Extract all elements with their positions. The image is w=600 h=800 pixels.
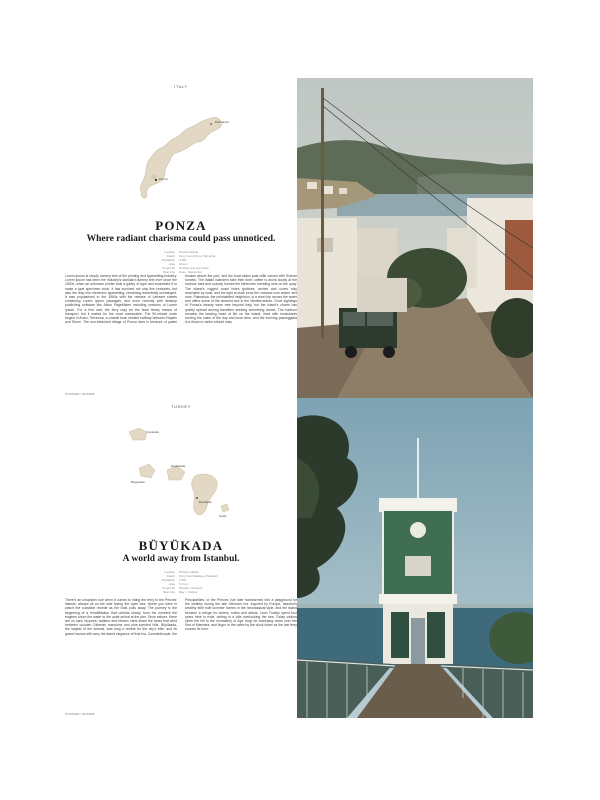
ponza-info-table <box>149 250 259 274</box>
country-label: TURKEY <box>171 404 191 409</box>
map-label-palmarola: Palmarola <box>215 120 229 124</box>
info-row: Reach Ferry from Anzio or Terracina <box>166 254 216 258</box>
ponza-island-shape <box>125 100 235 210</box>
info-row: Known for Grottoes and sea coves <box>162 266 209 270</box>
page-folio: 74 PONZA / ISLANDS <box>65 392 95 396</box>
ponza-subtitle: Where radiant charisma could pass unnoticed. <box>86 234 276 244</box>
map-label-burgazada: Burgazada <box>131 480 145 484</box>
spread-buyukada <box>65 398 533 718</box>
buyukada-title: BÜYÜKADA <box>138 538 224 553</box>
map-label-sedef: Sedef <box>219 514 227 518</box>
info-row: Location Princes' Islands <box>164 570 199 574</box>
buyukada-text-page <box>65 398 297 718</box>
info-row: Population 3,300 <box>161 258 186 262</box>
info-row: Location Pontine Islands <box>164 250 199 254</box>
buyukada-map <box>125 422 235 532</box>
ponza-text-page <box>65 78 297 398</box>
ponza-map <box>125 100 235 210</box>
page-folio: 76 PONZA / ISLANDS <box>65 712 95 716</box>
map-label-kinaliada: Kınalıada <box>147 430 159 434</box>
ponza-body-text: Lorem ipsum is simply dummy text of the printing and typesetting industry. Lorem ipsum has been the industry's standard dummy text ever since the 1500s, when an unknown printer took a galley of type and scrambled it to make a type specimen book. It has survived not only five centuries, but also the leap into electronic typesetting, remaining essentially unchanged. It was popularised in the 1960s with the release of Letraset sheets containing Lorem Ipsum passages, and more recently with desktop publishing software like Aldus PageMaker including versions of Lorem Ipsum. For a first visit, the ferry may be the least timely means of transport, but it makes for the most memorable. The 90-minute route begins in Anzio, Terracina, a coastal town nestled halfway between Naples and Rome. The sun-bleached village of Ponza rises in terraces of pastel houses above the port, and the boat slides past cliffs carved with Roman tunnels. The Italian islanders take their time; coffee is drunk slowly at the harbour bars and nobody hurries the fishermen mending nets on the quay. The island's rugged coast hides grottoes, arches and coves only reachable by boat, and the light at dusk turns the volcanic rock amber and rose. Palmarola, the uninhabited neighbour, is a short trip across the water and offers some of the clearest sea in the Mediterranean. Once sightings of Ponza's beauty were rare beyond Italy, but the island's charm has quietly spread among travellers seeking something slower. The harbour remains the beating heart of life on the island, lined with restaurants serving the catch of the day and local wine, and the evening passeggiata is a ritual no visitor should miss. <box>65 274 297 325</box>
country-label: ITALY <box>174 84 188 89</box>
ponza-photo <box>297 78 533 398</box>
buyukada-photo <box>297 398 533 718</box>
info-row: Known for Wooden mansions <box>162 586 203 590</box>
info-row: Reach Ferry from Kabataş or Bostancı <box>166 574 218 578</box>
map-label-ponza: Ponza <box>159 177 168 181</box>
buyukada-subtitle: A world away from Istanbul. <box>122 554 240 564</box>
ponza-title: PONZA <box>155 218 207 233</box>
info-row: Population 7,500 <box>161 578 186 582</box>
map-label-buyukada: Büyükada <box>199 500 212 504</box>
info-row: Best time May – October <box>163 590 198 594</box>
buyukada-info-table <box>149 570 259 594</box>
info-row: Area 5.4 km² <box>169 582 189 586</box>
map-label-heybeliada: Heybeliada <box>171 464 185 468</box>
ponza-street-illustration <box>297 78 533 398</box>
info-row: Best time June – September <box>163 270 202 274</box>
buyukada-pier-illustration <box>297 398 533 718</box>
info-row: Area 10 km² <box>169 262 188 266</box>
spread-ponza <box>65 78 533 398</box>
buyukada-body-text: There's an unspoken rule when it comes to riding the ferry to the Princes' Islands: always sit on the side facing the open sea, where you were to watch the coastline recede as the boat pulls away. The journey is the beginning of a rehabilitation that unfolds slowly, from the moment the engines churn the water to the quiet arrival at the pier. Once ashore, there are no cars; bicycles, walkers and electric carts share the lanes that wind between wooden Ottoman mansions and pine-scented hills. Büyükada, the largest of the islands, was long a retreat for the city's elite, and its grand houses still carry the faded elegance of that era. Constantinople, the Principalities, or the Princes' Isle later transformed into a playground for the wealthy during the late Ottoman era. Inspired by Europe, Istanbul's wealthy elite built summer homes in the neoclassical style, and the island became a refuge for writers, exiles and artists. Leon Trotsky spent four years here in exile, writing in a villa overlooking the sea. Today visitors climb the hill to the monastery of Aya Yorgi for sweeping views over the Sea of Marmara, and linger in the cafés by the clock tower as the last ferry sounds its horn. <box>65 598 297 636</box>
